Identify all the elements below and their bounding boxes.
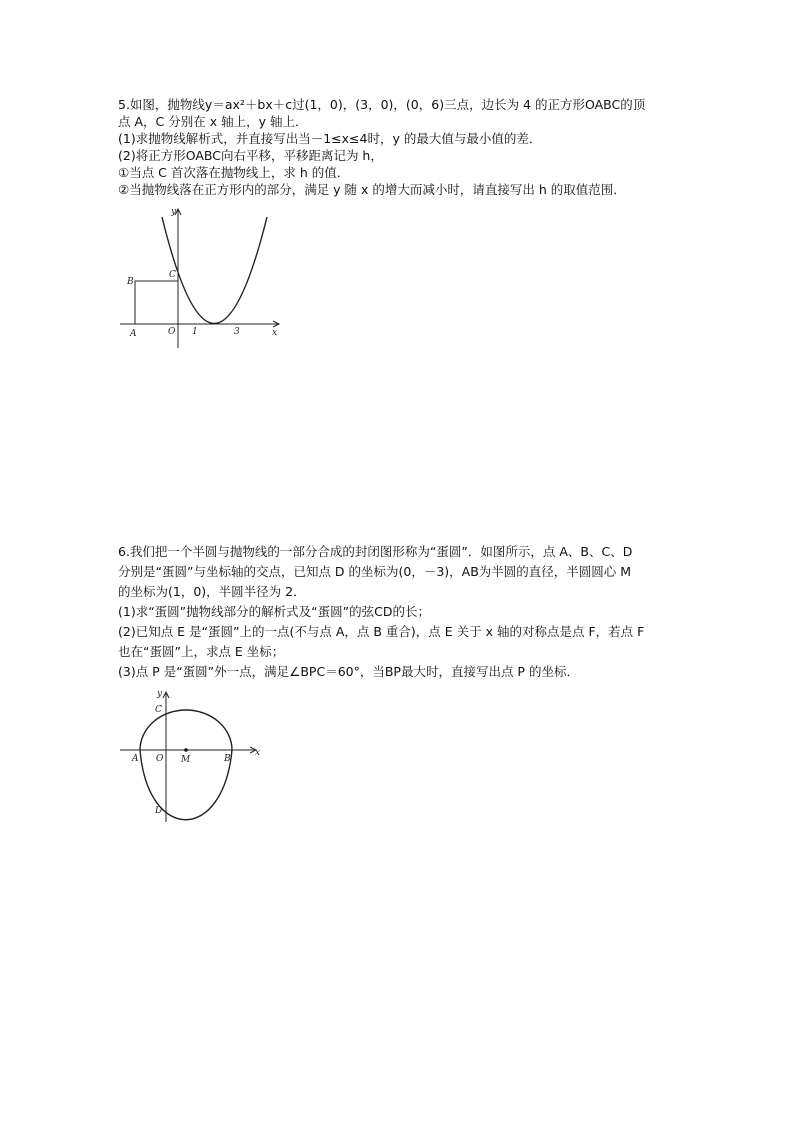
square-oabc xyxy=(135,281,178,324)
problem-6-line: 分别是“蛋圆”与坐标轴的交点，已知点 D 的坐标为(0，－3)，AB为半圆的直径，半圆圆心 M xyxy=(118,564,632,579)
problem-6-line: 也在“蛋圆”上，求点 E 坐标； xyxy=(118,644,285,659)
problem-5-figure xyxy=(118,205,288,353)
origin-label: O xyxy=(156,754,164,764)
x-axis-label: x xyxy=(255,748,261,758)
problem-5 xyxy=(118,96,708,198)
problem-6-figure xyxy=(118,688,263,824)
problem-6-line: 6.我们把一个半圆与抛物线的一部分合成的封闭图形称为“蛋圆”．如图所示，点 A、B、C、D xyxy=(118,544,633,559)
problem-6-line: (1)求“蛋圆”抛物线部分的解析式及“蛋圆”的弦CD的长； xyxy=(118,604,430,619)
problem-6 xyxy=(118,542,708,682)
point-a-label: A xyxy=(130,329,137,339)
point-b-label: B xyxy=(224,754,231,764)
problem-5-line: 点 A，C 分别在 x 轴上，y 轴上． xyxy=(118,114,308,129)
y-axis-label: y xyxy=(157,689,163,699)
problem-5-line: 5.如图，抛物线y＝ax²＋bx＋c过(1，0)，(3，0)，(0，6)三点，边长为 4 的正方形OABC的顶 xyxy=(118,97,646,112)
problem-6-line: 的坐标为(1，0)，半圆半径为 2． xyxy=(118,584,306,599)
point-d-label: D xyxy=(155,806,163,816)
point-m-label: M xyxy=(181,755,191,765)
x-axis-label: x xyxy=(272,328,278,338)
problem-5-line: (2)将正方形OABC向右平移，平移距离记为 h， xyxy=(118,148,383,163)
egg-semicircle xyxy=(140,710,232,750)
problem-5-line: ①当点 C 首次落在抛物线上，求 h 的值． xyxy=(118,165,350,180)
problem-5-line: (1)求抛物线解析式，并直接写出当－1≤x≤4时，y 的最大值与最小值的差． xyxy=(118,131,542,146)
origin-label: O xyxy=(168,327,176,337)
point-a-label: A xyxy=(132,754,139,764)
tick-1-label: 1 xyxy=(192,327,198,337)
point-b-label: B xyxy=(127,277,134,287)
problem-6-line: (3)点 P 是“蛋圆”外一点，满足∠BPC＝60°，当BP最大时，直接写出点 P 的坐标． xyxy=(118,664,579,679)
point-c-label: C xyxy=(155,705,162,715)
problem-5-line: ②当抛物线落在正方形内的部分，满足 y 随 x 的增大而减小时，请直接写出 h 的取值范围． xyxy=(118,182,626,197)
tick-3-label: 3 xyxy=(234,327,240,337)
center-m-dot xyxy=(184,748,188,752)
y-axis-label: y xyxy=(171,207,177,217)
problem-6-line: (2)已知点 E 是“蛋圆”上的一点(不与点 A，点 B 重合)，点 E 关于 x 轴的对称点是点 F，若点 F xyxy=(118,624,645,639)
point-c-label: C xyxy=(169,270,176,280)
